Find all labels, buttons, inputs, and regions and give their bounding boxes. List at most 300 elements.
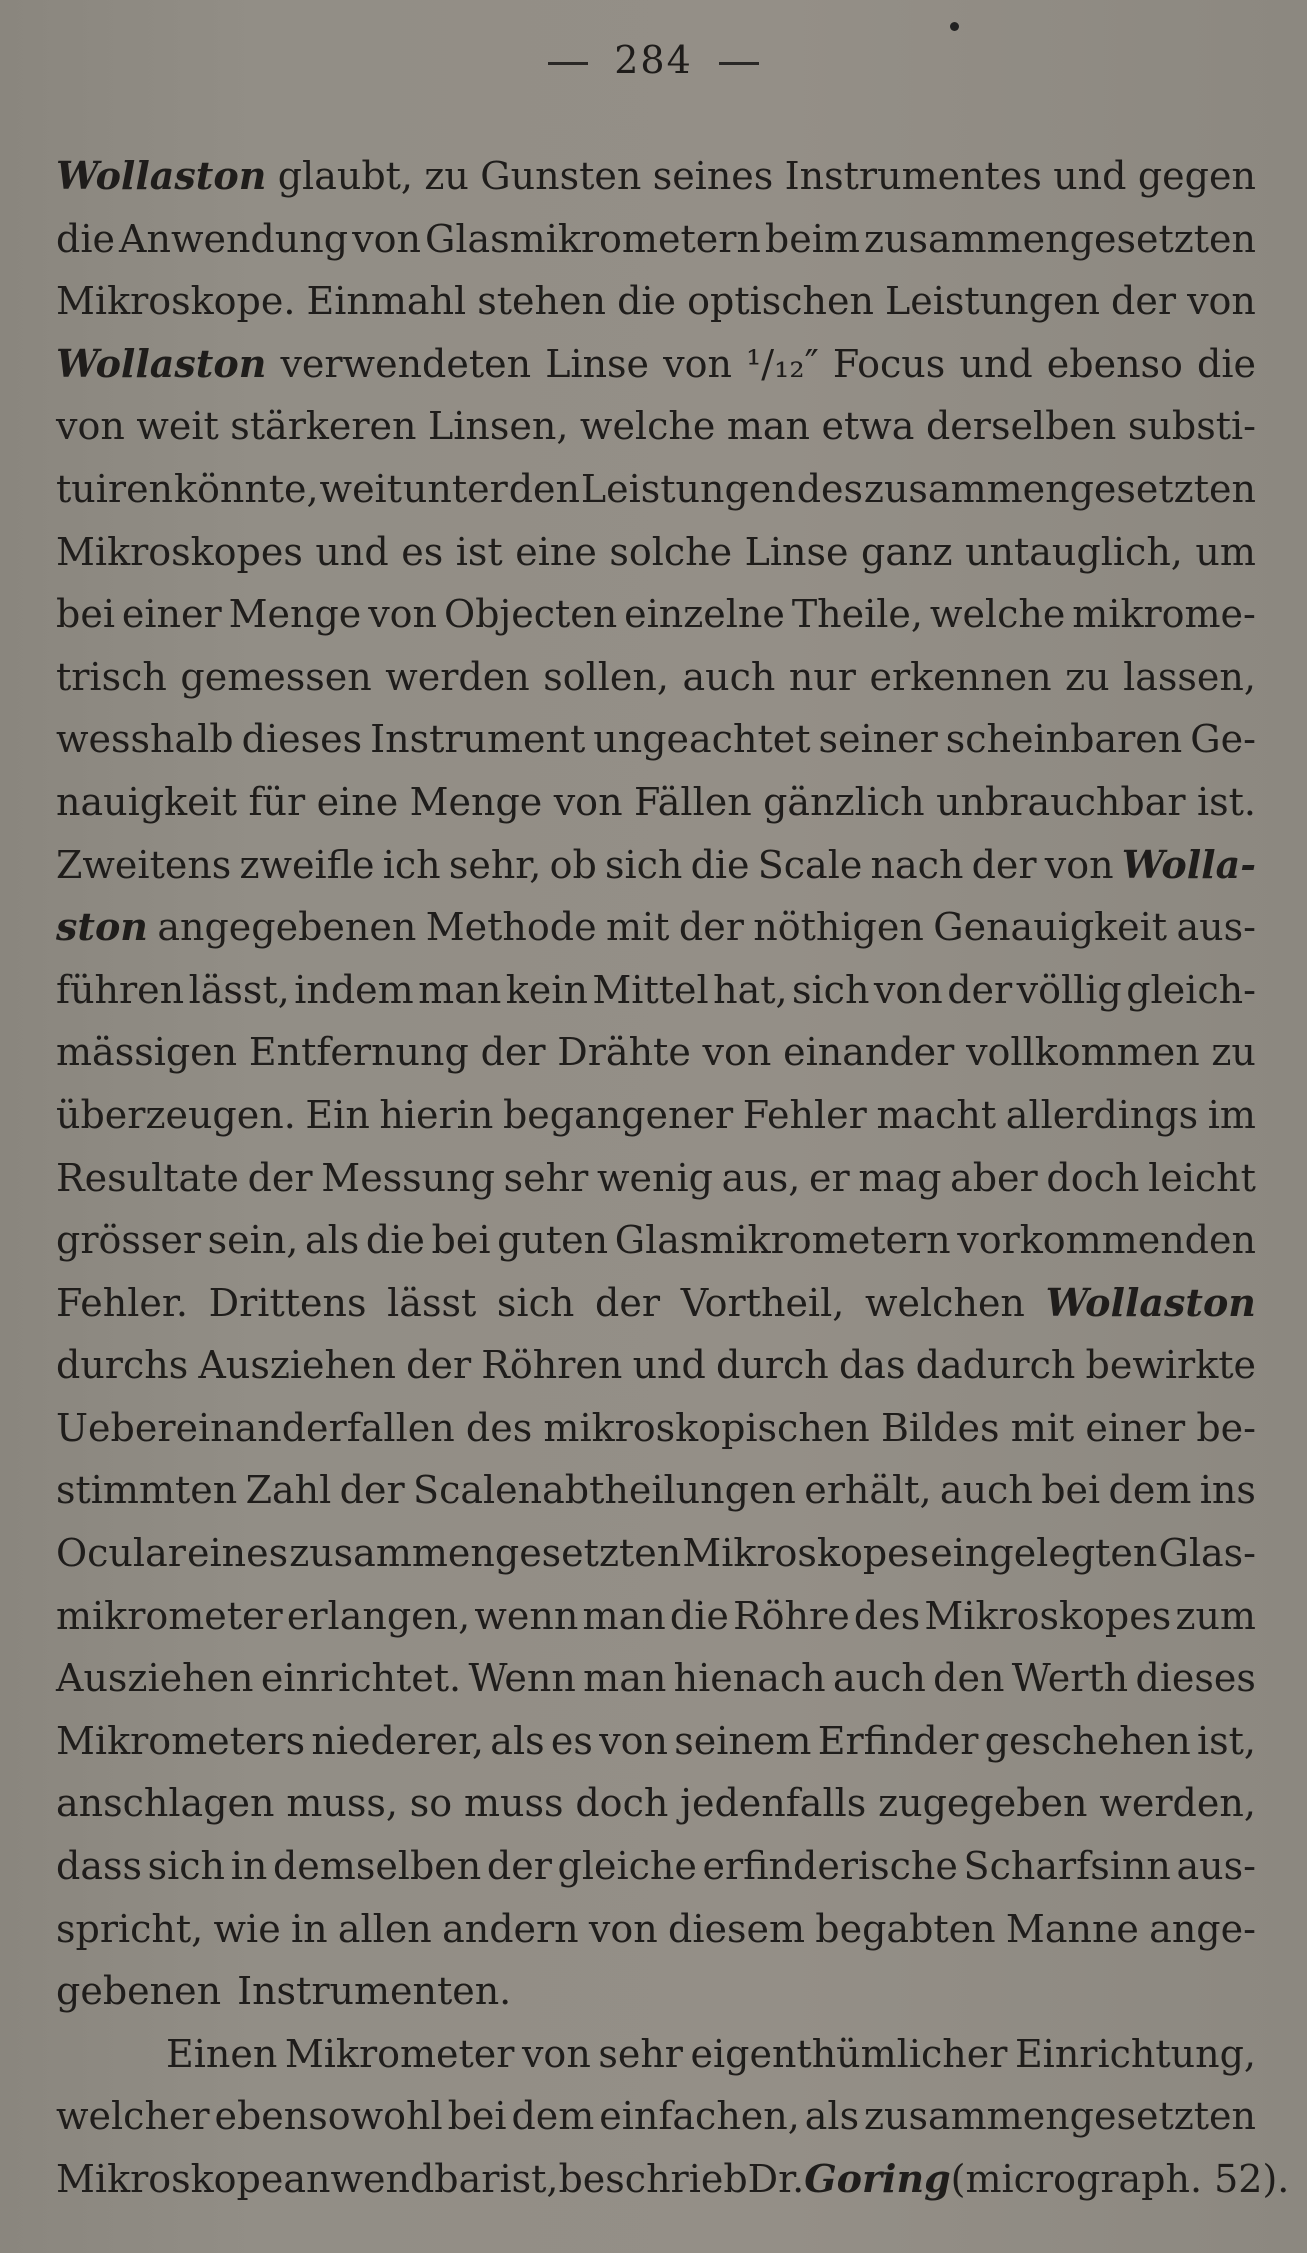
text-line <box>56 1397 1256 1460</box>
word: Vortheil, <box>680 1280 845 1325</box>
word: des <box>853 1593 921 1638</box>
word: die <box>56 216 115 261</box>
word: leicht <box>1148 1155 1256 1200</box>
word: der <box>678 905 744 950</box>
word: Röhre <box>733 1593 850 1638</box>
left-dash <box>548 62 588 65</box>
word: aus- <box>1176 905 1256 950</box>
text-line <box>56 1459 1256 1522</box>
word: gleich- <box>1126 967 1256 1012</box>
word: des <box>796 466 864 511</box>
word: sein, <box>207 1218 299 1263</box>
text-line <box>56 145 1256 208</box>
word: Mittel <box>592 967 709 1012</box>
word: dieses <box>1135 1656 1256 1701</box>
word: von <box>873 967 943 1012</box>
word: glaubt, <box>277 154 414 198</box>
word: ich <box>382 842 441 887</box>
word: welchen <box>865 1280 1025 1325</box>
word: von <box>588 1906 658 1951</box>
word: als <box>804 2094 860 2139</box>
text-line <box>56 1772 1256 1835</box>
word: hienach <box>673 1656 826 1701</box>
word: zweifle <box>239 842 375 887</box>
word: Methode <box>425 905 597 950</box>
word: dem <box>511 2094 595 2139</box>
word: derselben <box>925 404 1117 449</box>
word: etwa <box>821 404 915 449</box>
word: zum <box>1175 1593 1256 1638</box>
word: in <box>230 1844 268 1889</box>
word: man <box>583 1656 667 1701</box>
word: einfachen, <box>599 2094 800 2139</box>
word: einzelne <box>624 592 785 637</box>
word: wenn <box>474 1593 579 1638</box>
word: zugegeben <box>878 1781 1088 1826</box>
word: lässt <box>387 1280 477 1325</box>
word: Linse <box>744 529 849 574</box>
word: mikroskopischen <box>543 1405 870 1450</box>
word: Instrumentes <box>784 154 1042 198</box>
word: stärkeren <box>230 404 417 449</box>
italic-name-word: ston <box>56 904 148 950</box>
word: Fehler <box>742 1092 867 1137</box>
word: substi- <box>1127 404 1256 449</box>
text-line <box>56 1084 1256 1147</box>
word: um <box>1195 529 1256 574</box>
text-line <box>56 395 1256 458</box>
word: eine <box>316 779 399 824</box>
text-line <box>56 646 1256 709</box>
word: und <box>315 529 389 574</box>
text-line <box>56 1585 1256 1648</box>
word: Menge <box>409 779 543 824</box>
word: vollkommen <box>966 1030 1200 1075</box>
word: es <box>401 529 444 574</box>
word: eine <box>515 529 597 574</box>
word: nauigkeit <box>56 779 238 824</box>
word: Resultate <box>56 1155 239 1200</box>
word: welche <box>929 592 1066 637</box>
word: man <box>582 1593 666 1638</box>
word: Glasmikrometern <box>614 1218 951 1263</box>
word: ob <box>549 842 597 887</box>
word: gänzlich <box>763 779 925 824</box>
word: Dr. <box>747 2157 805 2201</box>
word: solche <box>609 529 733 574</box>
word: Mikroskopes <box>56 529 303 574</box>
word: die <box>669 1593 729 1638</box>
word: werden <box>385 654 530 699</box>
word: geschehen <box>984 1718 1191 1763</box>
word: ist, <box>499 2157 559 2201</box>
word: von <box>1044 842 1114 887</box>
word: jedenfalls <box>680 1781 867 1826</box>
word: unbrauchbar <box>936 779 1186 824</box>
word: die <box>617 279 677 324</box>
text-line <box>56 2148 1290 2211</box>
word: Werth <box>1011 1656 1129 1701</box>
word: Entfernung <box>248 1030 469 1075</box>
word: beim <box>764 216 860 261</box>
word: ungeachtet <box>593 717 811 762</box>
word: Fehler. <box>56 1280 188 1325</box>
word: guten <box>497 1218 609 1263</box>
word: sehr, <box>448 842 542 887</box>
word: sich <box>496 1280 575 1325</box>
word: Objecten <box>443 592 618 637</box>
word: Genauigkeit <box>933 905 1168 950</box>
word: könnte, <box>173 466 319 511</box>
word: Linse <box>545 341 650 386</box>
word: werden, <box>1099 1781 1256 1826</box>
text-line <box>56 834 1256 897</box>
text-line <box>56 708 1256 771</box>
word: weit <box>319 466 402 511</box>
word: welche <box>579 404 716 449</box>
text-line <box>56 1209 1256 1272</box>
word: lässt, <box>188 967 290 1012</box>
word: welcher <box>56 2094 210 2139</box>
word: Einmahl <box>306 279 467 324</box>
word: einer <box>121 592 222 637</box>
word: Bildes <box>880 1405 1000 1450</box>
word: man <box>418 967 502 1012</box>
word: als <box>490 1718 545 1763</box>
text-line <box>56 458 1256 521</box>
word: Gunsten <box>480 154 642 198</box>
text-line <box>56 1647 1256 1710</box>
word: allerdings <box>1005 1092 1199 1137</box>
word: nur <box>788 654 856 699</box>
word: diesem <box>668 1906 806 1951</box>
word: hat, <box>713 967 788 1012</box>
word: als <box>304 1218 360 1263</box>
word: optischen <box>687 279 874 324</box>
word: einer <box>1085 1405 1186 1450</box>
word: von <box>663 341 732 386</box>
word: der <box>247 1155 313 1200</box>
word: und <box>959 341 1033 386</box>
word: dieses <box>241 717 363 762</box>
word: trisch <box>56 654 167 699</box>
word: sehr <box>503 1155 589 1200</box>
text-line <box>56 1147 1256 1210</box>
word: stimmten <box>56 1468 238 1513</box>
word: indem <box>294 967 414 1012</box>
word: Ein <box>305 1092 370 1137</box>
text-line <box>56 270 1256 333</box>
word: Anwendung <box>119 216 349 261</box>
word: auch <box>832 1656 926 1701</box>
text-line <box>56 1522 1256 1585</box>
word: ange- <box>1149 1906 1256 1951</box>
word: von <box>702 1030 772 1075</box>
word: wie <box>213 1906 281 1951</box>
text-line <box>56 771 1256 834</box>
word: gemessen <box>180 654 372 699</box>
word: so <box>409 1781 453 1826</box>
word: Messung <box>321 1155 495 1200</box>
word: vorkommenden <box>957 1218 1256 1263</box>
word: Mikroskope. <box>56 279 296 324</box>
word: lassen, <box>1123 654 1256 699</box>
word: nöthigen <box>753 905 924 950</box>
word: begabten <box>815 1906 996 1951</box>
word: von <box>521 2031 591 2076</box>
text-line <box>56 1960 1256 2023</box>
word: Leistungen <box>885 279 1100 324</box>
word: sich <box>147 1844 226 1889</box>
word: mikrometer <box>56 1593 283 1638</box>
word: des <box>465 1405 533 1450</box>
word: aber <box>950 1155 1038 1200</box>
word: im <box>1207 1092 1256 1137</box>
word: ins <box>1199 1468 1256 1513</box>
text-line <box>56 1272 1256 1335</box>
word: Mikroskopes <box>924 1593 1172 1638</box>
word: ¹/₁₂″ <box>746 341 819 386</box>
word: von <box>1187 279 1256 324</box>
word: begangener <box>502 1092 734 1137</box>
word: Zahl <box>245 1468 332 1513</box>
word: zusammengesetzten <box>289 1531 682 1576</box>
word: Mikroskopes <box>682 1531 930 1576</box>
word: zu <box>1065 654 1110 699</box>
word: den <box>508 466 580 511</box>
word: beschrieb <box>558 2157 748 2201</box>
italic-name-word: Wollaston <box>1045 1279 1256 1325</box>
word: sich <box>604 842 683 887</box>
word: dass <box>56 1844 142 1889</box>
word: Einrichtung, <box>1014 2031 1256 2076</box>
text-line <box>56 583 1256 646</box>
word: unter <box>402 466 508 511</box>
word: allen <box>337 1906 432 1951</box>
word: erlangen, <box>286 1593 471 1638</box>
word: muss, <box>286 1781 398 1826</box>
word: gebenen <box>56 1969 222 2014</box>
word: anwendbar <box>283 2157 500 2201</box>
word: seinem <box>674 1718 812 1763</box>
word: bewirkte <box>1085 1343 1256 1388</box>
word: niederer, <box>311 1718 485 1763</box>
word: der <box>480 1030 546 1075</box>
word: demselben <box>272 1844 482 1889</box>
word: in <box>290 1906 328 1951</box>
word: der <box>971 842 1037 887</box>
word: seiner <box>818 717 938 762</box>
word: mag <box>858 1155 942 1200</box>
word: anschlagen <box>56 1781 275 1826</box>
word: bei <box>1041 1468 1101 1513</box>
word: Glas- <box>1158 1531 1256 1576</box>
word: sollen, <box>543 654 669 699</box>
word: Erfinder <box>817 1718 979 1763</box>
word: Leistungen <box>580 466 796 511</box>
word: der <box>339 1468 405 1513</box>
word: er <box>809 1155 850 1200</box>
word: ebenso <box>1046 341 1183 386</box>
word: Ausziehen <box>56 1656 254 1701</box>
word: ganz <box>861 529 953 574</box>
word: Röhren <box>481 1343 623 1388</box>
text-line <box>56 521 1256 584</box>
word: auch <box>682 654 776 699</box>
word: einander <box>783 1030 955 1075</box>
word: eingelegten <box>930 1531 1158 1576</box>
word: sehr <box>598 2031 683 2076</box>
word: Drittens <box>208 1280 367 1325</box>
italic-name-word: Wolla- <box>1121 841 1256 887</box>
page-number: 284 <box>614 38 693 82</box>
word: Ocular <box>56 1531 186 1576</box>
word: dadurch <box>915 1343 1076 1388</box>
word: gegen <box>1137 154 1256 198</box>
right-dash <box>719 62 759 65</box>
word: ist. <box>1196 779 1256 824</box>
word: durch <box>716 1343 829 1388</box>
word: von <box>599 1718 668 1763</box>
word: wenig <box>596 1155 713 1200</box>
word: der <box>486 1844 552 1889</box>
word: ebensowohl <box>214 2094 443 2139</box>
word: (micrograph. 52). <box>950 2157 1290 2201</box>
word: eigenthümlicher <box>690 2031 1008 2076</box>
word: gleiche <box>557 1844 697 1889</box>
word: Drähte <box>557 1030 691 1075</box>
word: Mikrometers <box>56 1718 306 1763</box>
text-line <box>56 1835 1256 1898</box>
italic-name-word: Wollaston <box>56 153 267 198</box>
word: be- <box>1196 1405 1256 1450</box>
word: Fällen <box>633 779 752 824</box>
word: grösser <box>56 1218 202 1263</box>
word: zu <box>424 154 469 198</box>
word: mit <box>1010 1405 1075 1450</box>
word: es <box>550 1718 593 1763</box>
word: hierin <box>379 1092 494 1137</box>
word: der <box>595 1280 661 1325</box>
word: muss <box>464 1781 564 1826</box>
word: der <box>406 1343 472 1388</box>
word: kein <box>505 967 588 1012</box>
word: Uebereinanderfallen <box>56 1405 455 1450</box>
text-line <box>56 1710 1256 1773</box>
word: die <box>365 1218 425 1263</box>
word: völlig <box>1016 967 1122 1012</box>
word: bei <box>447 2094 507 2139</box>
word: spricht, <box>56 1906 204 1951</box>
word: der <box>1111 279 1176 324</box>
word: untauglich, <box>965 529 1183 574</box>
text-line <box>56 959 1256 1022</box>
text-line <box>56 333 1256 396</box>
word: Glasmikrometern <box>425 216 761 261</box>
word: seines <box>652 154 774 198</box>
word: erkennen <box>869 654 1052 699</box>
word: Focus <box>832 341 946 386</box>
word: macht <box>876 1092 997 1137</box>
word: Instrumenten. <box>237 1969 512 2014</box>
word: nach <box>870 842 964 887</box>
word: von <box>553 779 623 824</box>
text-line <box>56 2023 1256 2086</box>
word: ist, <box>1196 1718 1256 1763</box>
word: zusammengesetzten <box>863 216 1256 261</box>
text-line <box>56 208 1256 271</box>
ink-speck <box>950 22 959 31</box>
word: weit <box>136 404 219 449</box>
word: von <box>368 592 438 637</box>
word: doch <box>575 1781 669 1826</box>
word: Linsen, <box>428 404 569 449</box>
word: tuiren <box>56 466 174 511</box>
word: ist <box>455 529 503 574</box>
word: einrichtet. <box>260 1656 462 1701</box>
word: Scharfsinn <box>963 1844 1171 1889</box>
text-line <box>56 1898 1256 1961</box>
page-number-header <box>0 38 1307 82</box>
text-line <box>56 896 1256 959</box>
word: Ge- <box>1190 717 1256 762</box>
word: den <box>933 1656 1005 1701</box>
italic-name-word: Goring <box>804 2156 951 2201</box>
word: und <box>1053 154 1127 198</box>
word: andern <box>442 1906 579 1951</box>
word: dem <box>1108 1468 1192 1513</box>
word: überzeugen. <box>56 1092 296 1137</box>
word: zusammengesetzten <box>863 466 1256 511</box>
word: Theile, <box>791 592 923 637</box>
word: Menge <box>228 592 362 637</box>
word: erfinderische <box>702 1844 958 1889</box>
word: erhält, <box>804 1468 932 1513</box>
word: doch <box>1046 1155 1140 1200</box>
word: Einen <box>166 2031 278 2076</box>
text-line <box>56 1021 1256 1084</box>
word: zusammengesetzten <box>863 2094 1256 2139</box>
word: von <box>56 404 125 449</box>
word: Instrument <box>370 717 586 762</box>
word: aus, <box>721 1155 801 1200</box>
word: Scalenabtheilungen <box>413 1468 796 1513</box>
word: Scale <box>757 842 863 887</box>
word: mikrome- <box>1072 592 1256 637</box>
word: auch <box>939 1468 1033 1513</box>
word: Mikrometer <box>284 2031 515 2076</box>
text-line <box>56 1334 1256 1397</box>
word: mit <box>606 905 670 950</box>
word: Zweitens <box>56 842 232 887</box>
word: Ausziehen <box>198 1343 396 1388</box>
word: mässigen <box>56 1030 238 1075</box>
word: führen <box>56 967 185 1012</box>
word: das <box>838 1343 906 1388</box>
word: bei <box>431 1218 491 1263</box>
word: zu <box>1211 1030 1256 1075</box>
word: von <box>352 216 421 261</box>
body-text <box>56 145 1290 2211</box>
word: wesshalb <box>56 717 234 762</box>
word: scheinbaren <box>945 717 1183 762</box>
text-line <box>56 2085 1256 2148</box>
word: und <box>632 1343 706 1388</box>
word: sich <box>792 967 870 1012</box>
word: die <box>690 842 750 887</box>
word: Manne <box>1005 1906 1139 1951</box>
word: bei <box>56 592 115 637</box>
